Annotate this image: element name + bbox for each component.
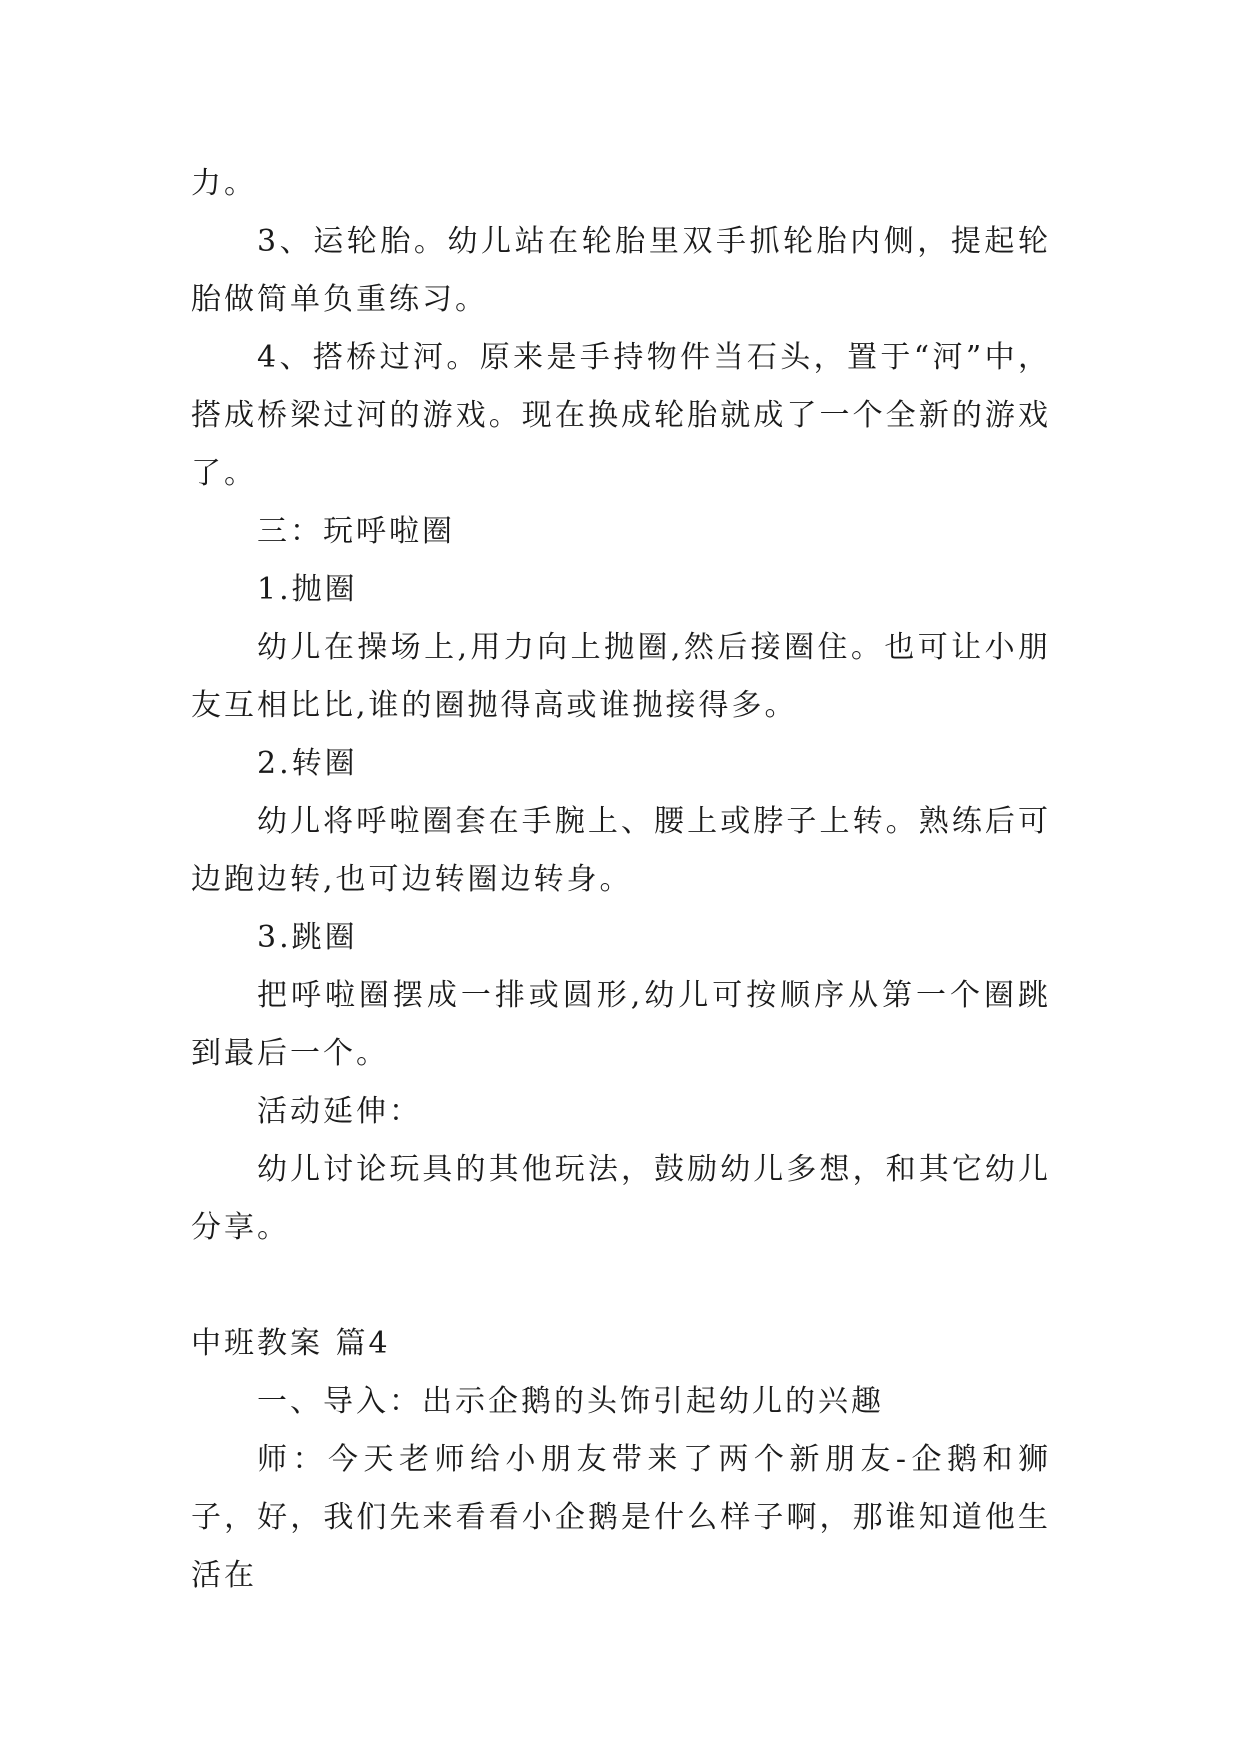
paragraph: 4、搭桥过河。原来是手持物件当石头，置于“河”中，搭成桥梁过河的游戏。现在换成轮胎就成了一个全新的游戏了。 [191, 340, 1051, 491]
document-page [191, 155, 1051, 1605]
paragraph: 一、导入：出示企鹅的头饰引起幼儿的兴趣 [257, 1384, 884, 1419]
subheading: 活动延伸： [257, 1094, 422, 1129]
paragraph: 3、运轮胎。幼儿站在轮胎里双手抓轮胎内侧，提起轮胎做简单负重练习。 [191, 224, 1051, 317]
paragraph: 力。 [191, 166, 257, 201]
subheading: 三：玩呼啦圈 [257, 514, 455, 549]
section-spacer [191, 1257, 1051, 1315]
section-heading: 中班教案 篇4 [191, 1326, 391, 1361]
paragraph: 师：今天老师给小朋友带来了两个新朋友-企鹅和狮子，好，我们先来看看小企鹅是什么样子啊，那谁知道他生活在 [191, 1442, 1051, 1593]
item-title: 1.抛圈 [257, 572, 358, 607]
paragraph: 幼儿讨论玩具的其他玩法，鼓励幼儿多想，和其它幼儿分享。 [191, 1152, 1051, 1245]
paragraph: 幼儿在操场上,用力向上抛圈,然后接圈住。也可让小朋友互相比比,谁的圈抛得高或谁抛接得多。 [191, 630, 1051, 723]
item-title: 3.跳圈 [257, 920, 358, 955]
item-title: 2.转圈 [257, 746, 358, 781]
paragraph: 把呼啦圈摆成一排或圆形,幼儿可按顺序从第一个圈跳到最后一个。 [191, 978, 1051, 1071]
paragraph: 幼儿将呼啦圈套在手腕上、腰上或脖子上转。熟练后可边跑边转,也可边转圈边转身。 [191, 804, 1051, 897]
